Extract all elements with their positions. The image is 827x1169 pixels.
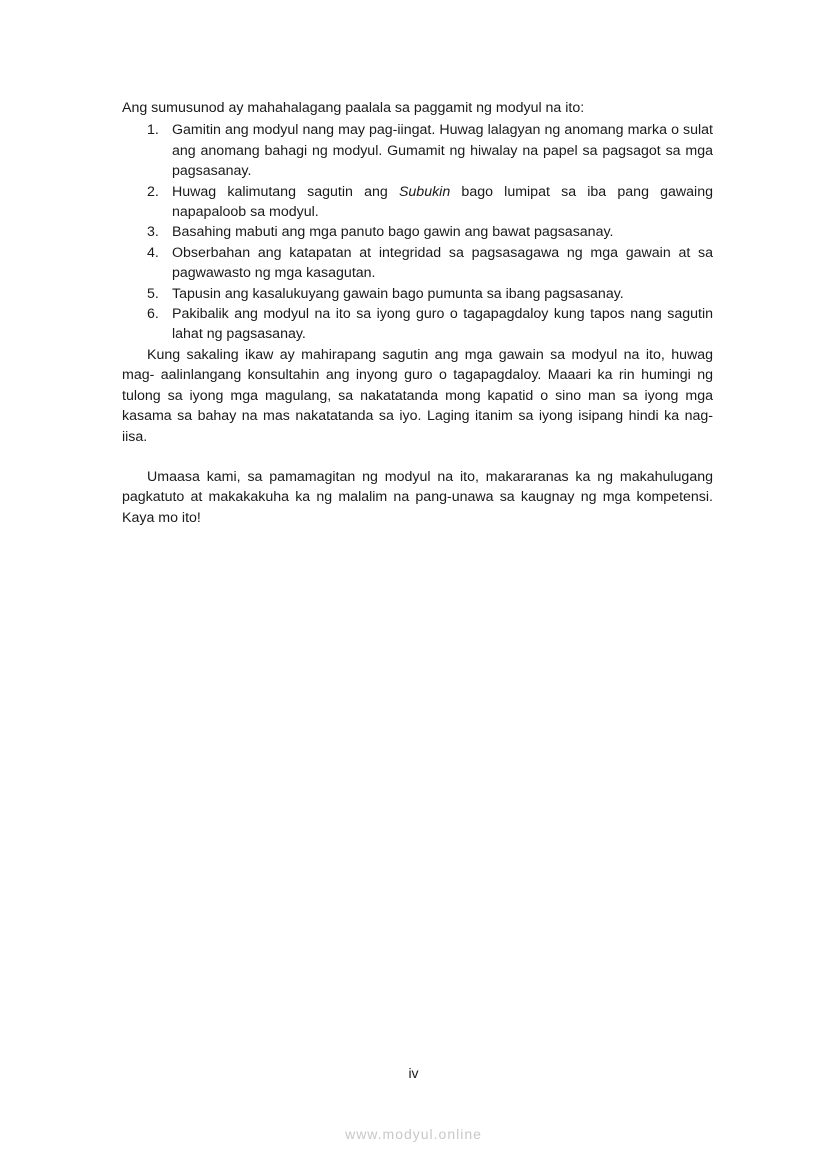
watermark: www.modyul.online	[345, 1126, 482, 1142]
page-number: iv	[408, 1065, 419, 1081]
list-item	[122, 304, 713, 345]
list-item	[122, 243, 713, 284]
list-text-before: Huwag kalimutang sagutin ang	[172, 183, 399, 200]
document-body	[122, 98, 713, 528]
list-item	[122, 120, 713, 181]
list-text	[172, 184, 713, 220]
list-number: 6.	[147, 306, 159, 323]
list-text: Pakibalik ang modyul na ito sa iyong guro o tagapagdaloy kung tapos nang sagutin lahat ng pagsasanay.	[172, 306, 713, 343]
paragraph-guidance: Kung sakaling ikaw ay mahirapang sagutin ang mga gawain sa modyul na ito, huwag mag- aalinlangang konsultahin ang inyong guro o tagapagdaloy. Maaari ka rin humingi ng tulong sa iyong mga magulang, sa nakatatanda mong kapatid o sino man sa iyong mga kasama sa bahay na mas nakatatanda sa iyo. Laging itanim sa iyong isipang hindi ka nag-iisa.	[122, 346, 713, 445]
list-text: Obserbahan ang katapatan at integridad sa pagsasagawa ng mga gawain at sa pagwawasto ng mga kasagutan.	[172, 244, 713, 282]
emphasis-subukin: Subukin	[398, 183, 451, 200]
intro-text: Ang sumusunod ay mahahalagang paalala sa paggamit ng modyul na ito:	[122, 100, 585, 116]
list-number: 1.	[147, 122, 159, 139]
list-text: Tapusin ang kasalukuyang gawain bago pumunta sa ibang pagsasanay.	[172, 285, 624, 302]
list-number: 2.	[147, 183, 159, 200]
list-number: 5.	[147, 285, 159, 302]
list-item	[122, 182, 713, 223]
rules-list	[122, 120, 713, 344]
paragraph-closing: Umaasa kami, sa pamamagitan ng modyul na ito, makararanas ka ng makahulugang pagkatuto at makakakuha ka ng malalim na pang-unawa sa kaugnay ng mga kompetensi. Kaya mo ito!	[122, 468, 713, 526]
list-item	[122, 284, 713, 304]
list-number: 4.	[147, 244, 159, 261]
list-text: Basahing mabuti ang mga panuto bago gawin ang bawat pagsasanay.	[172, 224, 614, 241]
list-number: 3.	[147, 224, 159, 241]
list-text: Gamitin ang modyul nang may pag-iingat. Huwag lalagyan ng anomang marka o sulat ang anomang bahagi ng modyul. Gumamit ng hiwalay na papel sa pagsagot sa mga pagsasanay.	[172, 122, 713, 180]
list-text-after: bago lumipat sa iba pang gawaing napapaloob sa modyul.	[172, 183, 713, 221]
list-item	[122, 222, 713, 242]
